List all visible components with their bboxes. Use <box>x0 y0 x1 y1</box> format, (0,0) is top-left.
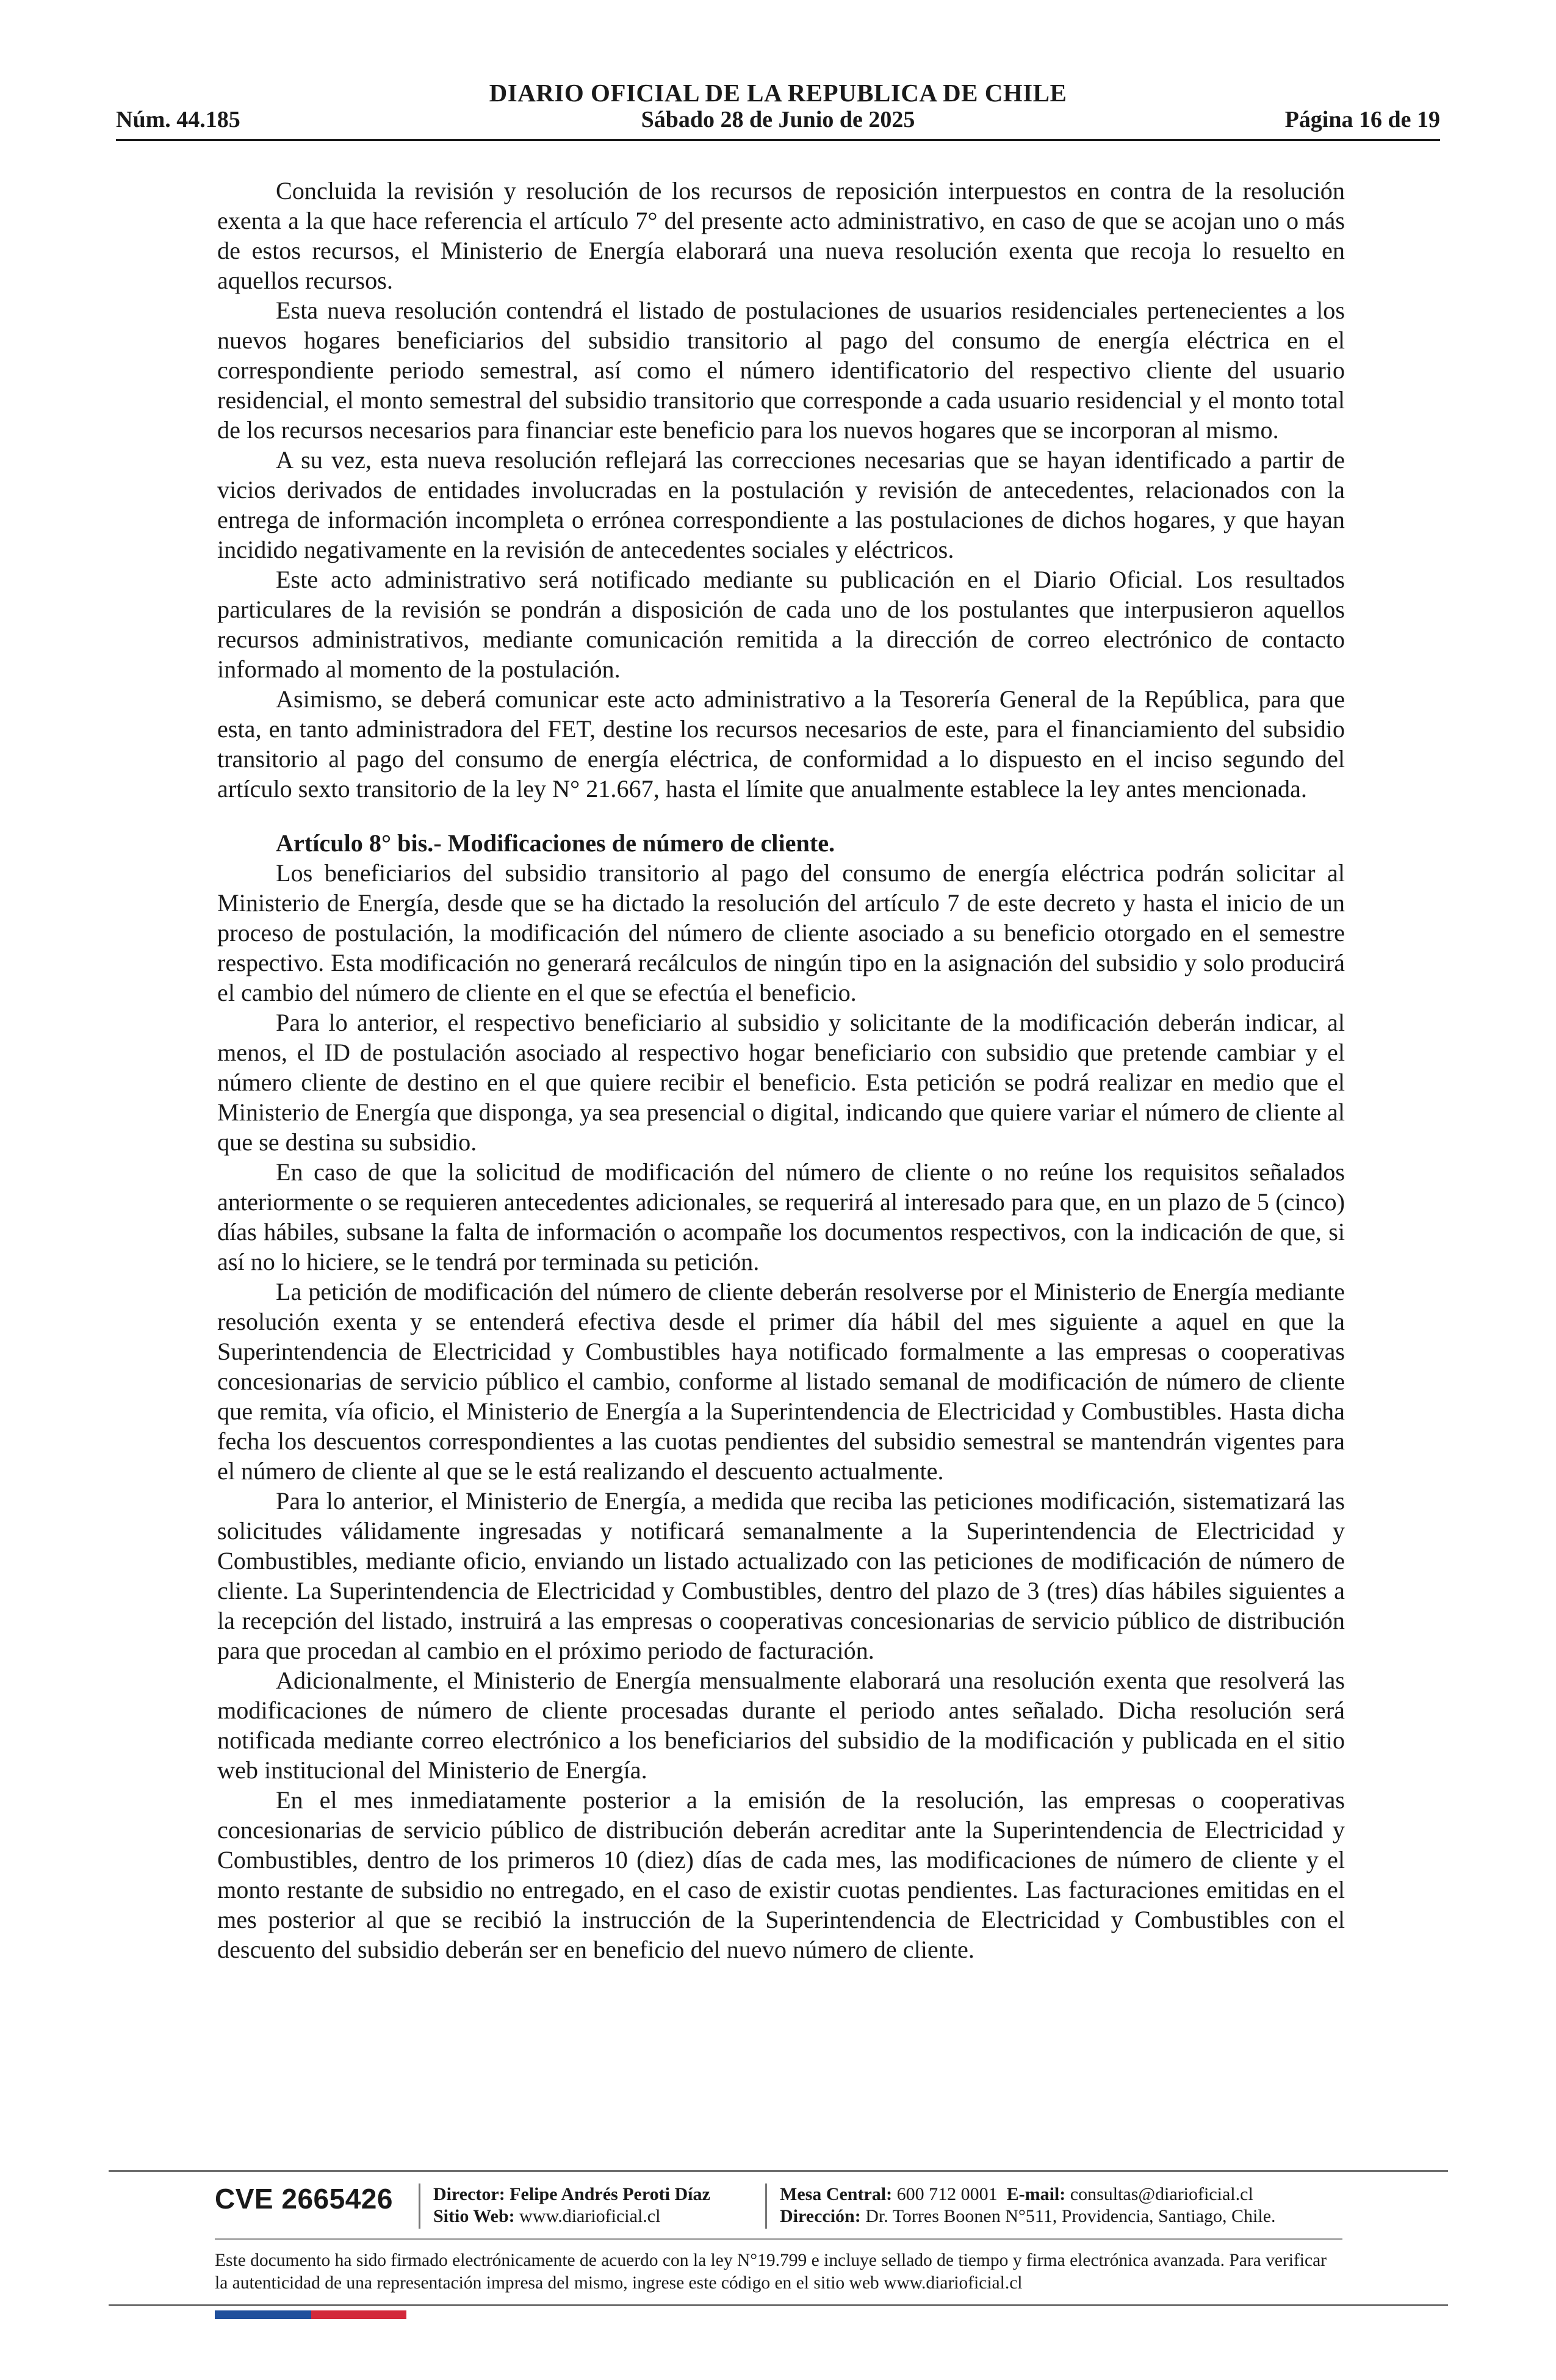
footer-director-block <box>433 2183 710 2227</box>
publication-title: DIARIO OFICIAL DE LA REPUBLICA DE CHILE <box>489 79 1067 107</box>
footer-mid-divider <box>215 2238 1342 2240</box>
website-label: Sitio Web: <box>433 2206 515 2226</box>
footer-top-divider <box>109 2170 1448 2172</box>
director-name: Felipe Andrés Peroti Díaz <box>510 2184 710 2204</box>
email-label: E-mail: <box>1006 2184 1066 2204</box>
page-header <box>116 72 1440 139</box>
footer-separator <box>419 2183 420 2229</box>
header-info-row <box>116 106 1440 137</box>
paragraph: A su vez, esta nueva resolución reflejará las correcciones necesarias que se hayan identificado a partir de vicios derivados de entidades involucradas en la postulación y revisión de antecedentes, relacionados con la entrega de información incompleta o errónea correspondiente a las postulaciones de dichos hogares, y que hayan incidido negativamente en la revisión de antecedentes sociales y eléctricos. <box>217 446 1345 563</box>
paragraph: Para lo anterior, el respectivo beneficiario al subsidio y solicitante de la modificación deberán indicar, al menos, el ID de postulación asociado al respectivo hogar beneficiario con subsidio que pretende cambiar y el número cliente de destino en el que quiere recibir el beneficio. Esta petición se podrá realizar en medio que el Ministerio de Energía que disponga, ya sea presencial o digital, indicando que quiere variar el número de cliente al que se destina su subsidio. <box>217 1009 1345 1156</box>
footer-separator <box>765 2183 767 2229</box>
issue-date: Sábado 28 de Junio de 2025 <box>641 107 915 132</box>
director-label: Director: <box>433 2184 505 2204</box>
paragraph: En el mes inmediatamente posterior a la emisión de la resolución, las empresas o cooperativas concesionarias de servicio público de distribución deberán acreditar ante la Superintendencia de Electricidad y Combustibles, dentro de los primeros 10 (diez) días de cada mes, las modificaciones de número de cliente y el monto restante de subsidio no entregado, en el caso de existir cuotas pendientes. Las facturaciones emitidas en el mes posterior al que se recibió la instrucción de la Superintendencia de Electricidad y Combustibles con el descuento del subsidio deberán ser en beneficio del nuevo número de cliente. <box>217 1786 1345 1963</box>
address-text: Dr. Torres Boonen N°511, Providencia, Santiago, Chile. <box>865 2206 1276 2226</box>
email-link[interactable]: consultas@diarioficial.cl <box>1070 2184 1253 2204</box>
website-link[interactable]: www.diarioficial.cl <box>519 2206 661 2226</box>
paragraph: La petición de modificación del número de cliente deberán resolverse por el Ministerio de Energía mediante resolución exenta y se entenderá efectiva desde el primer día hábil del mes siguiente a aquel en que la Superintendencia de Electricidad y Combustibles haya notificado formalmente a las empresas o cooperativas concesionarias de servicio público el cambio, conforme al listado semanal de modificación de número de cliente que remita, vía oficio, el Ministerio de Energía a la Superintendencia de Electricidad y Combustibles. Hasta dicha fecha los descuentos correspondientes a las cuotas pendientes del subsidio semestral se mantendrán vigentes para el número de cliente al que se le está realizando el descuento actualmente. <box>217 1278 1345 1485</box>
paragraph: Esta nueva resolución contendrá el listado de postulaciones de usuarios residenciales pertenecientes a los nuevos hogares beneficiarios del subsidio transitorio al pago del consumo de energía eléctrica en el correspondiente periodo semestral, así como el número identificatorio del respectivo cliente del usuario residencial, el monto semestral del subsidio transitorio que corresponde a cada usuario residencial y el monto total de los recursos necesarios para financiar este beneficio para los nuevos hogares que se incorporan al mismo. <box>217 297 1345 444</box>
phone-number: 600 712 0001 <box>896 2184 998 2204</box>
paragraph: Concluida la revisión y resolución de los recursos de reposición interpuestos en contra de la resolución exenta a la que hace referencia el artículo 7° del presente acto administrativo, en caso de que se acojan uno o más de estos recursos, el Ministerio de Energía elaborará una nueva resolución exenta que recoja lo resuelto en aquellos recursos. <box>217 177 1345 294</box>
document-body <box>217 176 1345 1964</box>
address-label: Dirección: <box>780 2206 861 2226</box>
footer-bottom-divider <box>109 2304 1448 2306</box>
header-divider <box>116 139 1440 141</box>
article-heading: Artículo 8° bis.- Modificaciones de número de cliente. <box>276 829 835 857</box>
issue-number: Núm. 44.185 <box>116 107 240 132</box>
phone-label: Mesa Central: <box>780 2184 893 2204</box>
signature-notice: Este documento ha sido firmado electrónicamente de acuerdo con la ley N°19.799 e incluye sellado de tiempo y firma electrónica avanzada. Para verificar la autenticidad de una representación impresa del mismo, ingrese este código en el sitio web www.diarioficial.cl <box>215 2251 1327 2293</box>
flag-stripe-blue <box>215 2310 311 2319</box>
paragraph: Adicionalmente, el Ministerio de Energía mensualmente elaborará una resolución exenta que resolverá las modificaciones de número de cliente procesadas durante el periodo antes señalado. Dicha resolución será notificada mediante correo electrónico a los beneficiarios del subsidio de la modificación y publicada en el sitio web institucional del Ministerio de Energía. <box>217 1667 1345 1784</box>
paragraph: Los beneficiarios del subsidio transitorio al pago del consumo de energía eléctrica podrán solicitar al Ministerio de Energía, desde que se ha dictado la resolución del artículo 7 de este decreto y hasta el inicio de un proceso de postulación, la modificación del número de cliente asociado a su beneficio otorgado en el semestre respectivo. Esta modificación no generará recálculos de ningún tipo en la asignación del subsidio y solo producirá el cambio del número de cliente en el que se efectúa el beneficio. <box>217 859 1345 1006</box>
flag-stripe-red <box>311 2310 406 2319</box>
paragraph: Para lo anterior, el Ministerio de Energía, a medida que reciba las peticiones modificación, sistematizará las solicitudes válidamente ingresadas y notificará semanalmente a la Superintendencia de Electricidad y Combustibles, mediante oficio, enviando un listado actualizado con las peticiones de modificación de número de cliente. La Superintendencia de Electricidad y Combustibles, dentro del plazo de 3 (tres) días hábiles siguientes a la recepción del listado, instruirá a las empresas o cooperativas concesionarias de servicio público de distribución para que procedan al cambio en el próximo periodo de facturación. <box>217 1487 1345 1664</box>
paragraph: Asimismo, se deberá comunicar este acto administrativo a la Tesorería General de la República, para que esta, en tanto administradora del FET, destine los recursos necesarios de este, para el financiamiento del subsidio transitorio al pago del consumo de energía eléctrica, de conformidad a lo dispuesto en el inciso segundo del artículo sexto transitorio de la ley N° 21.667, hasta el límite que anualmente establece la ley antes mencionada. <box>217 685 1345 802</box>
paragraph: Este acto administrativo será notificado mediante su publicación en el Diario Oficial. Los resultados particulares de la revisión se pondrán a disposición de cada uno de los postulantes que interpusieron aquellos recursos administrativos, mediante comunicación remitida a la dirección de correo electrónico de contacto informado al momento de la postulación. <box>217 566 1345 683</box>
cve-code: CVE 2665426 <box>215 2183 393 2215</box>
page-number: Página 16 de 19 <box>1284 107 1440 132</box>
paragraph: En caso de que la solicitud de modificación del número de cliente o no reúne los requisitos señalados anteriormente o se requieren antecedentes adicionales, se requerirá al interesado para que, en un plazo de 5 (cinco) días hábiles, subsane la falta de información o acompañe los documentos respectivos, con la indicación de que, si así no lo hiciere, se le tendrá por terminada su petición. <box>217 1158 1345 1275</box>
footer-contact-block <box>780 2183 1276 2227</box>
